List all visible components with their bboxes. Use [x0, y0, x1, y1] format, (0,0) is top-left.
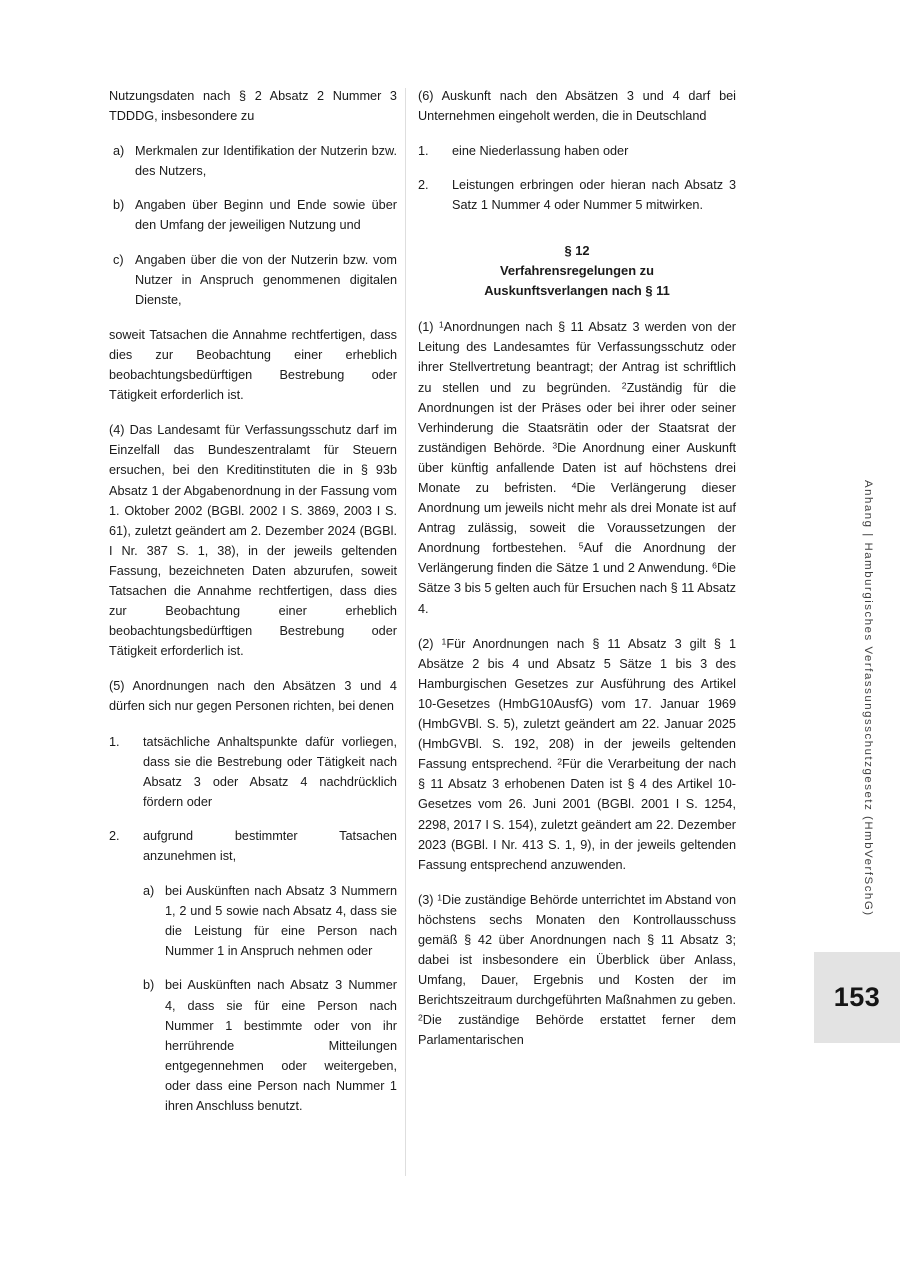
two-column-body	[109, 86, 736, 1176]
paragraph-2: (2) $^1$Für Anordnungen nach § 11 Absatz 3 gilt § 1 Absätze 2 bis 4 und Absatz 5 Sätze 1 bis 3 des Hamburgischen Gesetzes zur Ausführung des Artikel 10-Gesetzes (HmbG10AusfG) vom 17. Januar 1969 (HmbGVBl. S. 5), zuletzt geändert am 22. Januar 2025 (HmbGVBl. S. 192, 208) in der jeweils geltenden Fassung entsprechend. $^2$Für die Verarbeitung der nach § 11 Absatz 3 erhobenen Daten ist § 4 des Artikel 10-Gesetzes vom 26. Juni 2001 (BGBl. 2001 I S. 1254, 2298, 2017 I S. 154), zuletzt geändert am 22. Dezember 2023 (BGBl. I Nr. 413 S. 1, 9), in der jeweils geltenden Fassung entsprechend anzuwenden.	[418, 636, 737, 872]
list-marker: c)	[113, 252, 124, 267]
list-numbered	[418, 141, 736, 215]
list-item	[143, 881, 397, 961]
page-number-box	[814, 952, 900, 1043]
list-text: Angaben über die von der Nutzerin bzw. vom Nutzer in Anspruch genommenen digitalen Dienste,	[135, 252, 397, 307]
section-title-line-2: Auskunftsverlangen nach § 11	[484, 282, 670, 298]
list-item	[113, 250, 397, 310]
list-marker: b)	[143, 978, 155, 993]
list-item	[418, 175, 736, 215]
paragraph-continued: Nutzungsdaten nach § 2 Absatz 2 Nummer 3 TDDDG, insbesondere zu	[109, 89, 397, 124]
list-abc-top	[113, 141, 397, 310]
paragraph-soweit: soweit Tatsachen die Annahme rechtfertigen, dass dies zur Beobachtung einer erheblich beobachtungsbedürftigen Bestrebung oder Tätigkeit erforderlich ist.	[109, 327, 397, 403]
list-marker: a)	[143, 884, 155, 899]
paragraph-5: (5) Anordnungen nach den Absätzen 3 und 4 dürfen sich nur gegen Personen richten, bei denen	[109, 679, 397, 714]
sentence-number: 3	[552, 440, 558, 451]
page-number: 153	[833, 982, 881, 1012]
list-item	[418, 141, 736, 161]
list-text: eine Niederlassung haben oder	[452, 144, 629, 159]
section-number: § 12	[564, 243, 590, 259]
list-marker: a)	[113, 144, 125, 159]
paragraph-1: (1) $^1$Anordnungen nach § 11 Absatz 3 werden von der Leitung des Landesamtes für Verfassungsschutz oder ihrer Stellvertretung beantragt; der Antrag ist schriftlich zu stellen und zu begründen. $^2$Zuständig für die Anordnungen ist der Präses oder bei ihrer oder seiner Verhinderung die Staatsrätin oder der Staatsrat der zuständigen Behörde. $^3$Die Anordnung einer Auskunft über künftig anfallende Daten ist auf höchstens drei Monate zu befristen. $^4$Die Verlängerung dieser Anordnung um jeweils nicht mehr als drei Monate ist auf Antrag zulässig, soweit die Voraussetzungen der Anordnung fortbestehen. $^5$Auf die Anordnung der Verlängerung finden die Sätze 1 und 2 Anwendung. $^6$Die Sätze 3 bis 5 gelten auch für Ersuchen nach § 11 Absatz 4.	[418, 319, 737, 616]
list-marker: 1.	[418, 144, 429, 159]
list-marker: 2.	[109, 828, 120, 843]
list-text: tatsächliche Anhaltspunkte dafür vorliegen, dass sie die Bestrebung oder Tätigkeit nach Absatz 3 oder Absatz 4 nachdrücklich fördern oder	[143, 734, 397, 809]
paragraph-3: (3) $^1$Die zuständige Behörde unterrichtet im Abstand von höchstens sechs Monaten den Kontrollausschuss gemäß § 42 über Anordnungen nach § 11 Absatz 3; dabei ist insbesondere ein Überblick über Anlass, Umfang, Dauer, Ergebnis und Kosten der im Berichtszeitraum durchgeführten Maßnahmen zu geben. $^2$Die zuständige Behörde erstattet ferner dem Parlamentarischen	[418, 892, 736, 1048]
sentence-number: 1	[437, 892, 443, 903]
list-item	[109, 826, 397, 1116]
paragraph-4: (4) Das Landesamt für Verfassungsschutz darf im Einzelfall das Bundeszentralamt für Steuern ersuchen, bei den Kreditinstituten die in § 93b Absatz 1 der Abgabenordnung in der Fassung vom 1. Oktober 2002 (BGBl. 2002 I S. 3869, 2003 I S. 61), zuletzt geändert am 2. Dezember 2024 (BGBl. I Nr. 387 S. 1, 38), in der jeweils geltenden Fassung, bezeichneten Daten abzurufen, soweit Tatsachen die Annahme rechtfertigen, dass dies zur Beobachtung einer erheblich beobachtungsbedürftigen Bestrebung oder Tätigkeit erforderlich ist.	[109, 423, 397, 659]
list-text: Angaben über Beginn und Ende sowie über den Umfang der jeweiligen Nutzung und	[135, 198, 397, 233]
list-item	[109, 732, 397, 812]
section-heading	[418, 241, 736, 300]
list-item	[113, 141, 397, 181]
list-item	[143, 975, 397, 1116]
section-title-line-1: Verfahrensregelungen zu	[499, 263, 654, 279]
list-text: Merkmalen zur Identifikation der Nutzerin bzw. des Nutzers,	[135, 144, 397, 179]
left-column	[109, 86, 397, 1131]
list-marker: 2.	[418, 178, 429, 193]
right-column	[418, 86, 736, 1066]
sentence-number: 1	[441, 636, 447, 647]
sentence-number: 4	[571, 480, 577, 491]
sentence-number: 2	[418, 1012, 423, 1023]
list-marker: 1.	[109, 734, 120, 749]
sentence-number: 5	[578, 540, 584, 551]
sentence-number: 6	[712, 560, 717, 571]
sentence-number: 2	[621, 379, 627, 390]
list-abc-nested	[143, 881, 397, 1116]
sentence-number: 1	[438, 319, 444, 330]
list-text: bei Auskünften nach Absatz 3 Nummern 1, 2 und 5 sowie nach Absatz 4, dass sie die Leistung für eine Person nach Nummer 1 in Anspruch nehmen oder	[165, 884, 397, 959]
list-numbered	[109, 732, 397, 1117]
paragraph-6: (6) Auskunft nach den Absätzen 3 und 4 darf bei Unternehmen eingeholt werden, die in Deutschland	[418, 89, 736, 124]
sentence-number: 2	[557, 756, 562, 767]
list-item	[113, 195, 397, 235]
running-head: Anhang | Hamburgisches Verfassungsschutzgesetz (HmbVerfSchG)	[862, 480, 874, 917]
list-text: aufgrund bestimmter Tatsachen anzunehmen ist,	[143, 828, 397, 863]
list-text: bei Auskünften nach Absatz 3 Nummer 4, dass sie für eine Person nach Nummer 1 bestimmte oder von ihr herrührende Mitteilungen entgegennehmen oder weitergeben, oder dass eine Person nach Nummer 1 ihren Anschluss benutzt.	[165, 978, 397, 1114]
list-marker: b)	[113, 198, 125, 213]
list-text: Leistungen erbringen oder hieran nach Absatz 3 Satz 1 Nummer 4 oder Nummer 5 mitwirken.	[452, 178, 736, 213]
